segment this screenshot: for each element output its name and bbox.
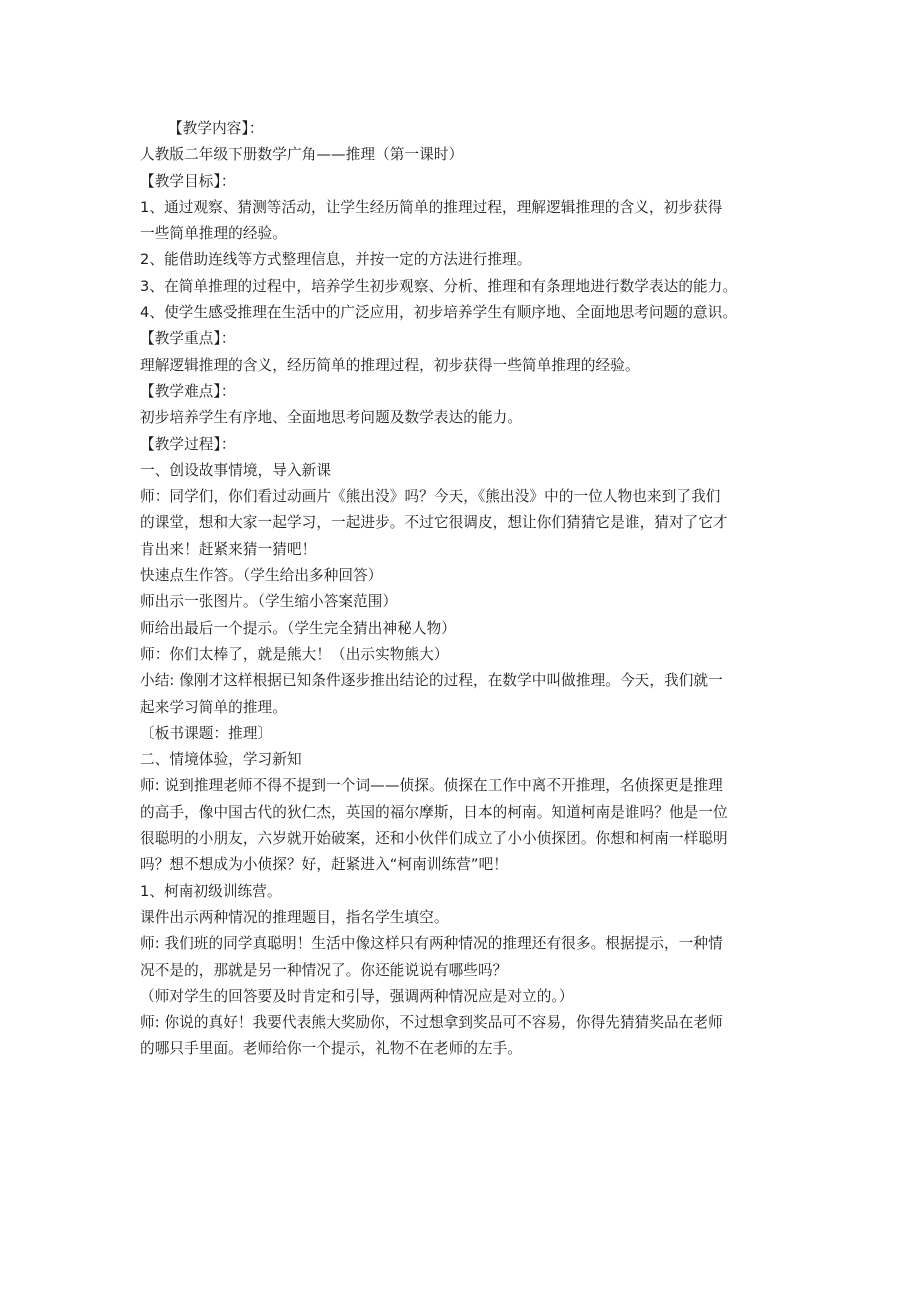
text-line: 很聪明的小朋友，六岁就开始破案，还和小伙伴们成立了小小侦探团。你想和柯南一样聪明 <box>140 830 728 848</box>
text-line: 1、柯南初级训练营。 <box>140 882 282 900</box>
text-line: 1、通过观察、猜测等活动，让学生经历简单的推理过程，理解逻辑推理的含义，初步获得 <box>140 198 723 216</box>
text-line: （师对学生的回答要及时肯定和引导，强调两种情况应是对立的。） <box>140 987 574 1005</box>
text-line: 师: 你说的真好！我要代表熊大奖励你，不过想拿到奖品可不容易，你得先猜猜奖品在老师 <box>140 1014 723 1032</box>
text-line: 理解逻辑推理的含义，经历简单的推理过程，初步获得一些简单推理的经验。 <box>140 356 640 374</box>
text-line: 师：你们太棒了，就是熊大！（出示实物熊大） <box>140 645 449 663</box>
text-line: 师: 我们班的同学真聪明！生活中像这样只有两种情况的推理还有很多。根据提示，一种情 <box>140 935 723 953</box>
section-heading: 二、情境体验，学习新知 <box>140 751 302 769</box>
text-line: 况不是的，那就是另一种情况了。你还能说说有哪些吗？ <box>140 961 508 979</box>
text-line: 吗？想不想成为小侦探？好，赶紧进入“柯南训练营”吧！ <box>140 856 508 874</box>
text-line: 师：同学们，你们看过动画片《熊出没》吗？今天，《熊出没》中的一位人物也来到了我们 <box>140 488 721 506</box>
heading-teaching-content: 【教学内容】： <box>168 120 264 137</box>
text-line: 的高手，像中国古代的狄仁杰，英国的福尔摩斯，日本的柯南。知道柯南是谁吗？他是一位 <box>140 803 728 821</box>
text-line: 课件出示两种情况的推理题目，指名学生填空。 <box>140 908 449 926</box>
text-line: 师: 说到推理老师不得不提到一个词——侦探。侦探在工作中离不开推理，名侦探更是推理 <box>140 777 723 795</box>
text-line: 的课堂，想和大家一起学习，一起进步。不过它很调皮，想让你们猜猜它是谁，猜对了它才 <box>140 514 728 532</box>
text-line: 小结: 像刚才这样根据已知条件逐步推出结论的过程，在数学中叫做推理。今天，我们就一 <box>140 672 723 690</box>
text-line: 2、能借助连线等方式整理信息，并按一定的方法进行推理。 <box>140 251 532 269</box>
text-line: 肯出来！赶紧来猜一猜吧！ <box>140 540 317 558</box>
heading-key-points: 【教学重点】： <box>140 330 236 348</box>
text-line: 师给出最后一个提示。（学生完全猜出神秘人物） <box>140 619 456 637</box>
text-line: 一些简单推理的经验。 <box>140 225 287 243</box>
text-line: 快速点生作答。（学生给出多种回答） <box>140 567 383 585</box>
section-heading: 一、创设故事情境，导入新课 <box>140 461 332 479</box>
text-line: 〔板书课题：推理〕 <box>140 724 273 742</box>
text-line: 人教版二年级下册数学广角——推理（第一课时） <box>140 146 464 164</box>
text-line: 初步培养学生有序地、全面地思考问题及数学表达的能力。 <box>140 409 523 427</box>
text-line: 的哪只手里面。老师给你一个提示，礼物不在老师的左手。 <box>140 1040 523 1058</box>
document-body <box>140 116 790 1063</box>
text-line: 师出示一张图片。（学生缩小答案范围） <box>140 593 398 611</box>
heading-teaching-goals: 【教学目标】： <box>140 172 236 190</box>
heading-teaching-process: 【教学过程】： <box>140 435 236 453</box>
heading-difficulties: 【教学难点】： <box>140 382 236 400</box>
text-line: 起来学习简单的推理。 <box>140 698 287 716</box>
text-line: 3、在简单推理的过程中，培养学生初步观察、分析、推理和有条理地进行数学表达的能力。 <box>140 277 738 295</box>
text-line: 4、使学生感受推理在生活中的广泛应用，初步培养学生有顺序地、全面地思考问题的意识。 <box>140 304 738 322</box>
